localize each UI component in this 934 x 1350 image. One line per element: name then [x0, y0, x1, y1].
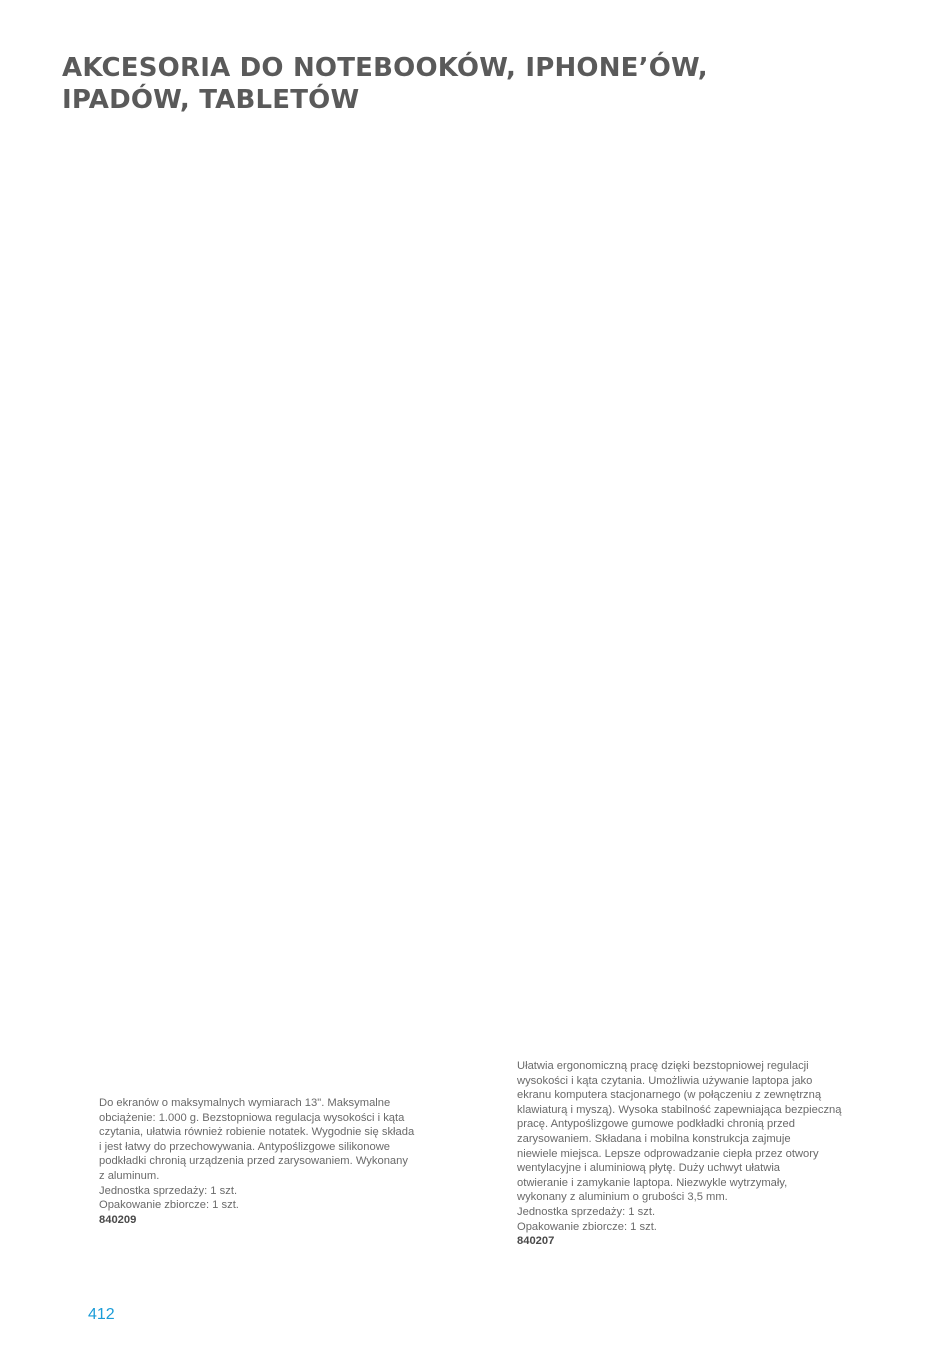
description-line: Do ekranów o maksymalnych wymiarach 13". Maksymalne: [99, 1097, 391, 1109]
description-line: klawiaturą i myszą). Wysoka stabilność zapewniająca bezpieczną: [517, 1103, 842, 1116]
description-line: obciążenie: 1.000 g. Bezstopniowa regulacja wysokości i kąta: [99, 1111, 405, 1124]
page-title-line-1: AKCESORIA DO NOTEBOOKÓW, IPHONE’ÓW,: [62, 53, 708, 83]
description-line: wykonany z aluminium o grubości 3,5 mm.: [517, 1191, 728, 1204]
bulk-package: Opakowanie zbiorcze: 1 szt.: [99, 1199, 239, 1212]
description-line: pracę. Antypoślizgowe gumowe podkładki chronią przed: [517, 1118, 795, 1131]
product-code: 840209: [99, 1213, 137, 1226]
product-description-840209: [99, 1096, 429, 1227]
page-title: [62, 52, 782, 116]
description-line: Ułatwia ergonomiczną pracę dzięki bezstopniowej regulacji: [517, 1060, 809, 1072]
description-line: podkładki chronią urządzenia przed zarysowaniem. Wykonany: [99, 1155, 408, 1168]
product-description-840207: [517, 1059, 847, 1249]
description-line: ekranu komputera stacjonarnego (w połączeniu z zewnętrzną: [517, 1089, 822, 1102]
sales-unit: Jednostka sprzedaży: 1 szt.: [517, 1205, 656, 1218]
description-line: z aluminum.: [99, 1169, 160, 1182]
page-number: 412: [88, 1306, 115, 1323]
description-line: wentylacyjne i aluminiową płytę. Duży uchwyt ułatwia: [517, 1162, 781, 1175]
product-code: 840207: [517, 1235, 555, 1248]
product-description-text: [99, 1096, 429, 1184]
page-title-line-2: IPADÓW, TABLETÓW: [62, 85, 360, 115]
description-line: i jest łatwy do przechowywania. Antypoślizgowe silikonowe: [99, 1140, 391, 1153]
description-line: wysokości i kąta czytania. Umożliwia używanie laptopa jako: [517, 1074, 813, 1087]
bulk-package: Opakowanie zbiorcze: 1 szt.: [517, 1220, 657, 1233]
description-line: otwieranie i zamykanie laptopa. Niezwykle wytrzymały,: [517, 1176, 788, 1189]
product-description-text: [517, 1059, 847, 1205]
description-line: niewiele miejsca. Lepsze odprowadzanie ciepła przez otwory: [517, 1147, 819, 1160]
description-line: zarysowaniem. Składana i mobilna konstrukcja zajmuje: [517, 1132, 791, 1145]
sales-unit: Jednostka sprzedaży: 1 szt.: [99, 1184, 238, 1197]
description-line: czytania, ułatwia również robienie notatek. Wygodnie się składa: [99, 1126, 415, 1139]
